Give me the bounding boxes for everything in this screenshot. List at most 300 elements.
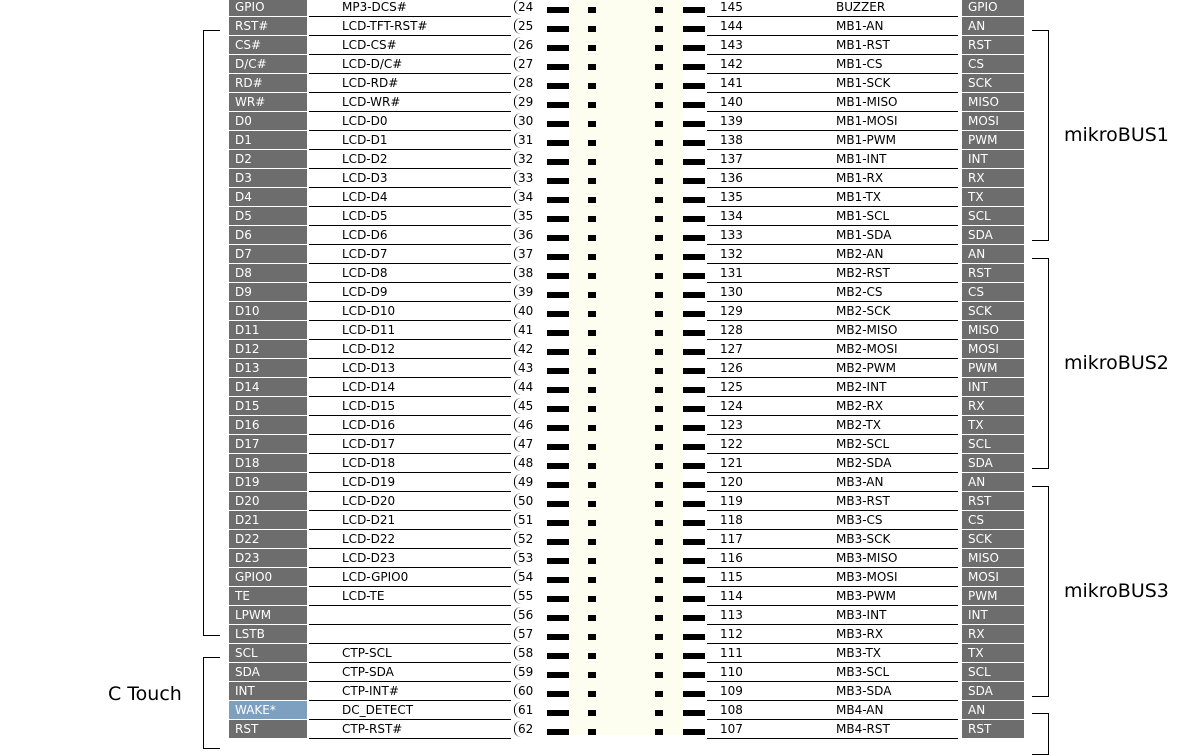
right-signal-name: MB3-PWM [836,589,897,603]
left-signal-name: LCD-D23 [342,551,396,565]
right-pin-number: 119 [720,494,743,508]
right-pin-number: 143 [720,38,743,52]
pin-row [0,663,1197,682]
right-pin-lead [683,691,705,697]
right-function-label: PWM [962,359,1024,377]
right-pad [655,558,663,564]
right-pad [655,26,663,32]
left-signal-name: LCD-WR# [342,95,401,109]
right-pad [655,615,663,621]
pin-row [0,112,1197,131]
right-function-label: MOSI [962,340,1024,358]
left-pad [588,558,596,564]
left-signal-name: LCD-D4 [342,190,388,204]
right-pad [655,330,663,336]
left-pin-lead [547,729,569,735]
pin-row [0,283,1197,302]
right-signal-name: MB1-INT [836,152,887,166]
pin-row [0,207,1197,226]
left-function-label: D22 [229,530,307,548]
left-function-label: GPIO [229,0,307,16]
left-function-label: RD# [229,74,307,92]
right-pad [655,311,663,317]
left-pad [588,273,596,279]
left-function-label: D2 [229,150,307,168]
right-signal-name: MB1-CS [836,57,883,71]
left-signal-name: LCD-TFT-RST# [342,19,428,33]
left-pin-lead [547,710,569,716]
right-pin-number: 118 [720,513,743,527]
left-pad [588,672,596,678]
right-function-label: AN [962,701,1024,719]
right-pin-number: 115 [720,570,743,584]
left-pin-number: 37 [518,247,534,261]
right-function-label: CS [962,283,1024,301]
right-function-label: RX [962,169,1024,187]
left-pin-lead [547,520,569,526]
left-function-label: LSTB [229,625,307,643]
right-function-label: RST [962,720,1024,738]
right-pin-lead [683,577,705,583]
left-pad [588,425,596,431]
left-signal-name: LCD-D19 [342,475,396,489]
left-pad [588,710,596,716]
right-pad [655,406,663,412]
right-pin-number: 141 [720,76,743,90]
right-pin-number: 123 [720,418,743,432]
left-function-label: D9 [229,283,307,301]
pin-row [0,625,1197,644]
right-pin-lead [683,539,705,545]
left-pin-lead [547,387,569,393]
right-pin-lead [683,653,705,659]
right-signal-name: MB2-SCL [836,437,890,451]
left-pad [588,235,596,241]
right-pad [655,634,663,640]
right-pin-lead [683,102,705,108]
left-pin-lead [547,539,569,545]
right-function-label: TX [962,644,1024,662]
left-signal-name: MP3-DCS# [342,0,407,14]
right-pin-number: 135 [720,190,743,204]
left-pin-lead [547,634,569,640]
left-pin-number: 46 [518,418,534,432]
left-pin-lead [547,7,569,13]
left-pad [588,26,596,32]
right-signal-name: MB3-MISO [836,551,898,565]
left-signal-name: LCD-D7 [342,247,388,261]
right-pin-lead [683,273,705,279]
left-function-label: D3 [229,169,307,187]
left-pin-number: 24 [518,0,534,14]
left-function-label: D20 [229,492,307,510]
left-pin-lead [547,197,569,203]
right-signal-name: MB3-SDA [836,684,892,698]
left-pad [588,520,596,526]
right-function-label: PWM [962,587,1024,605]
right-pin-lead [683,596,705,602]
pin-row [0,682,1197,701]
left-pin-lead [547,235,569,241]
pin-row [0,74,1197,93]
left-signal-name: LCD-D17 [342,437,396,451]
right-pin-lead [683,292,705,298]
right-pad [655,520,663,526]
right-pin-lead [683,634,705,640]
left-pad [588,634,596,640]
left-function-label: SDA [229,663,307,681]
right-function-label: RX [962,625,1024,643]
right-function-label: AN [962,17,1024,35]
left-signal-name: LCD-D11 [342,323,396,337]
right-signal-name: MB1-MOSI [836,114,898,128]
right-pin-lead [683,463,705,469]
left-pin-number: 33 [518,171,534,185]
left-function-label: D7 [229,245,307,263]
left-pin-number: 38 [518,266,534,280]
pin-row [0,131,1197,150]
pin-row [0,530,1197,549]
right-pin-number: 140 [720,95,743,109]
left-pin-number: 56 [518,608,534,622]
right-pin-lead [683,159,705,165]
left-pad [588,406,596,412]
left-signal-name: LCD-D18 [342,456,396,470]
left-pad [588,64,596,70]
left-signal-name: LCD-RD# [342,76,399,90]
pin-row [0,340,1197,359]
right-pin-lead [683,197,705,203]
right-function-label: SCL [962,435,1024,453]
right-function-label: MOSI [962,568,1024,586]
pin-row [0,169,1197,188]
pin-row [0,606,1197,625]
right-pin-lead [683,349,705,355]
right-pin-lead [683,45,705,51]
right-pad [655,672,663,678]
left-signal-name: LCD-D0 [342,114,388,128]
right-function-label: MOSI [962,112,1024,130]
pin-row [0,17,1197,36]
right-pad [655,425,663,431]
left-pad [588,159,596,165]
pin-row [0,264,1197,283]
left-pin-lead [547,45,569,51]
left-pin-lead [547,178,569,184]
right-signal-name: MB2-CS [836,285,883,299]
right-function-label: INT [962,150,1024,168]
left-signal-name: LCD-D1 [342,133,388,147]
right-pin-number: 107 [720,722,743,736]
pin-row [0,36,1197,55]
left-function-label: D17 [229,435,307,453]
left-pin-lead [547,330,569,336]
pin-row [0,549,1197,568]
right-function-label: SCL [962,663,1024,681]
left-pin-number: 45 [518,399,534,413]
right-pin-number: 108 [720,703,743,717]
pin-row [0,492,1197,511]
left-pin-number: 40 [518,304,534,318]
right-pin-lead [683,216,705,222]
right-function-label: GPIO [962,0,1024,16]
left-pin-lead [547,596,569,602]
left-function-label: CS# [229,36,307,54]
right-pin-number: 132 [720,247,743,261]
left-signal-name: CTP-RST# [342,722,403,736]
left-pad [588,216,596,222]
right-signal-name: MB2-RST [836,266,890,280]
left-function-label: D10 [229,302,307,320]
left-pin-lead [547,311,569,317]
right-pad [655,710,663,716]
group-label-mikrobus1: mikroBUS1 [1064,124,1169,146]
left-pin-number: 28 [518,76,534,90]
right-pad [655,235,663,241]
right-pad [655,653,663,659]
right-pad [655,216,663,222]
left-function-label: WR# [229,93,307,111]
right-function-label: TX [962,416,1024,434]
left-signal-name: LCD-D14 [342,380,396,394]
right-signal-name: MB2-MISO [836,323,898,337]
left-pin-lead [547,121,569,127]
left-signal-name: LCD-D/C# [342,57,403,71]
left-pin-number: 50 [518,494,534,508]
right-function-label: SDA [962,682,1024,700]
right-pin-number: 110 [720,665,743,679]
left-pin-lead [547,482,569,488]
left-pad [588,121,596,127]
right-pin-number: 128 [720,323,743,337]
left-pin-lead [547,273,569,279]
left-pad [588,501,596,507]
left-function-label: D19 [229,473,307,491]
left-pin-number: 61 [518,703,534,717]
right-function-label: RST [962,264,1024,282]
left-pad [588,577,596,583]
left-pin-number: 51 [518,513,534,527]
right-pin-lead [683,444,705,450]
right-function-label: MISO [962,549,1024,567]
left-pin-number: 53 [518,551,534,565]
right-function-label: SCL [962,207,1024,225]
right-pad [655,7,663,13]
left-pin-number: 41 [518,323,534,337]
pin-row [0,473,1197,492]
right-signal-name: MB3-INT [836,608,887,622]
right-pad [655,292,663,298]
left-signal-name: CTP-INT# [342,684,399,698]
left-signal-name: LCD-GPIO0 [342,570,409,584]
right-pin-number: 122 [720,437,743,451]
right-pin-number: 121 [720,456,743,470]
right-pin-lead [683,672,705,678]
left-signal-name: LCD-D12 [342,342,396,356]
pin-row [0,359,1197,378]
left-pin-lead [547,159,569,165]
right-pad [655,64,663,70]
right-function-label: AN [962,245,1024,263]
right-function-label: SCK [962,74,1024,92]
left-pad [588,83,596,89]
left-pin-number: 36 [518,228,534,242]
left-pad [588,691,596,697]
right-function-label: TX [962,188,1024,206]
left-signal-name: CTP-SCL [342,646,392,660]
pin-row [0,55,1197,74]
right-signal-name: BUZZER [836,0,886,14]
left-pin-lead [547,691,569,697]
left-pad [588,102,596,108]
pin-row [0,644,1197,663]
right-pad [655,159,663,165]
right-pin-number: 142 [720,57,743,71]
left-signal-name: LCD-D10 [342,304,396,318]
right-pad [655,729,663,735]
pin-row [0,150,1197,169]
left-pin-lead [547,501,569,507]
left-function-label: D1 [229,131,307,149]
right-pad [655,273,663,279]
left-signal-name: CTP-SDA [342,665,394,679]
right-pad [655,140,663,146]
left-signal-name: LCD-CS# [342,38,397,52]
right-signal-name: MB4-RST [836,722,890,736]
pin-row [0,188,1197,207]
right-pin-lead [683,615,705,621]
pin-row [0,511,1197,530]
left-function-label: D4 [229,188,307,206]
pin-row [0,302,1197,321]
left-signal-name: LCD-D6 [342,228,388,242]
right-signal-name: MB4-AN [836,703,884,717]
left-pad [588,387,596,393]
left-pin-lead [547,615,569,621]
left-pin-lead [547,83,569,89]
left-pin-number: 39 [518,285,534,299]
left-pin-number: 54 [518,570,534,584]
left-signal-name: LCD-D15 [342,399,396,413]
right-pin-lead [683,121,705,127]
right-signal-name: MB3-RX [836,627,884,641]
left-function-label: D/C# [229,55,307,73]
left-function-label: D5 [229,207,307,225]
left-pin-lead [547,254,569,260]
pin-row [0,701,1197,720]
right-pin-number: 127 [720,342,743,356]
right-pad [655,463,663,469]
right-signal-name: MB1-PWM [836,133,897,147]
right-pin-number: 112 [720,627,743,641]
right-signal-name: MB3-RST [836,494,890,508]
right-pad [655,254,663,260]
right-pin-lead [683,520,705,526]
right-pin-lead [683,178,705,184]
right-signal-name: MB1-SDA [836,228,892,242]
left-pin-number: 42 [518,342,534,356]
right-pin-lead [683,368,705,374]
left-pad [588,254,596,260]
left-function-label: SCL [229,644,307,662]
left-pin-lead [547,349,569,355]
left-signal-name: LCD-D3 [342,171,388,185]
right-function-label: CS [962,511,1024,529]
left-function-label: D15 [229,397,307,415]
left-pin-lead [547,558,569,564]
right-function-label: MISO [962,93,1024,111]
right-function-label: SCK [962,530,1024,548]
left-pin-number: 48 [518,456,534,470]
right-pin-number: 125 [720,380,743,394]
left-pin-lead [547,653,569,659]
right-signal-name: MB2-SDA [836,456,892,470]
left-pin-lead [547,425,569,431]
right-pin-number: 126 [720,361,743,375]
left-pin-lead [547,368,569,374]
right-pad [655,501,663,507]
right-pin-lead [683,501,705,507]
left-pin-lead [547,672,569,678]
right-pin-number: 124 [720,399,743,413]
left-pin-number: 35 [518,209,534,223]
pin-row [0,0,1197,17]
left-pin-lead [547,292,569,298]
left-pin-number: 26 [518,38,534,52]
right-pin-number: 117 [720,532,743,546]
right-pad [655,102,663,108]
right-pin-number: 144 [720,19,743,33]
right-pad [655,368,663,374]
right-signal-name: MB2-PWM [836,361,897,375]
left-pin-number: 52 [518,532,534,546]
left-pad [588,140,596,146]
right-function-label: MISO [962,321,1024,339]
right-signal-name: MB2-AN [836,247,884,261]
group-label-mikrobus2: mikroBUS2 [1064,352,1169,374]
right-pin-number: 136 [720,171,743,185]
right-pin-lead [683,140,705,146]
right-function-label: SDA [962,226,1024,244]
pin-row [0,321,1197,340]
right-function-label: PWM [962,131,1024,149]
pin-row [0,226,1197,245]
right-pin-number: 139 [720,114,743,128]
right-pin-number: 134 [720,209,743,223]
left-pin-number: 47 [518,437,534,451]
right-pad [655,197,663,203]
left-pin-lead [547,463,569,469]
right-signal-name: MB2-SCK [836,304,891,318]
left-signal-name: LCD-D5 [342,209,388,223]
left-pad [588,349,596,355]
pin-row [0,568,1197,587]
right-pin-lead [683,729,705,735]
right-pin-lead [683,235,705,241]
left-pin-number: 34 [518,190,534,204]
right-signal-name: MB2-MOSI [836,342,898,356]
pin-row [0,454,1197,473]
left-function-label: RST# [229,17,307,35]
right-pin-number: 120 [720,475,743,489]
left-pad [588,197,596,203]
right-pin-lead [683,558,705,564]
left-pin-number: 30 [518,114,534,128]
right-pad [655,482,663,488]
left-signal-name: LCD-TE [342,589,385,603]
left-pin-number: 49 [518,475,534,489]
right-pin-lead [683,710,705,716]
